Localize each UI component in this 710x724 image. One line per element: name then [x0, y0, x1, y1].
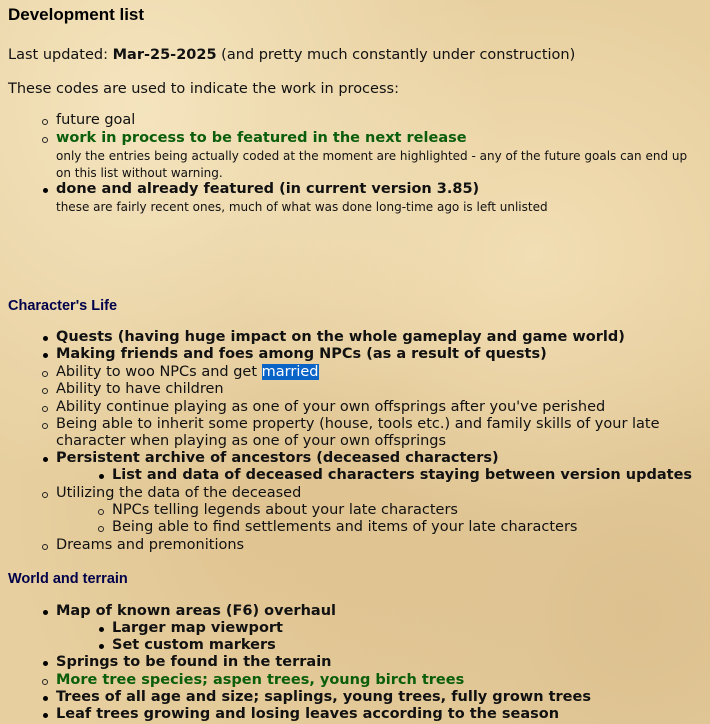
hollow-bullet-icon — [42, 388, 48, 394]
updated-prefix: Last updated: — [8, 47, 113, 63]
item-text: Making friends and foes among NPCs (as a result of quests) — [56, 346, 547, 362]
solid-bullet-icon — [99, 627, 104, 632]
codes-intro: These codes are used to indicate the work in process: — [8, 81, 399, 97]
list-item — [112, 467, 692, 483]
item-text: Set custom markers — [112, 637, 276, 653]
hollow-bullet-icon — [98, 526, 104, 532]
hollow-bullet-icon — [42, 371, 48, 377]
item-text: Dreams and premonitions — [56, 537, 245, 553]
item-text: Springs to be found in the terrain — [56, 654, 332, 670]
solid-bullet-icon — [43, 661, 48, 666]
item-text: More tree species; aspen trees, young birch trees — [56, 672, 465, 688]
list-item — [112, 637, 276, 653]
page-title: Development list — [8, 5, 145, 24]
list-item — [56, 654, 332, 670]
list-item — [56, 689, 591, 705]
item-text: Ability to have children — [56, 381, 224, 397]
code-label: future goal — [56, 112, 136, 128]
solid-bullet-icon — [43, 188, 48, 193]
list-item — [56, 485, 301, 501]
code-work-in-process — [56, 130, 467, 146]
item-text: Utilizing the data of the deceased — [56, 485, 302, 501]
code-label: work in process to be featured in the next release — [56, 130, 467, 146]
hollow-bullet-icon — [42, 137, 48, 143]
list-item — [56, 672, 464, 688]
item-text: Persistent archive of ancestors (deceased characters) — [56, 450, 499, 466]
item-text: List and data of deceased characters staying between version updates — [112, 467, 693, 483]
item-text: Larger map viewport — [112, 620, 283, 636]
item-text: Leaf trees growing and losing leaves according to the season — [56, 706, 560, 722]
hollow-bullet-icon — [42, 119, 48, 125]
updated-date: Mar-25-2025 — [112, 47, 217, 63]
solid-bullet-icon — [43, 457, 48, 462]
solid-bullet-icon — [43, 713, 48, 718]
hollow-bullet-icon — [42, 492, 48, 498]
solid-bullet-icon — [99, 644, 104, 649]
list-item — [112, 502, 458, 518]
hollow-bullet-icon — [42, 406, 48, 412]
item-text: Being able to find settlements and items of your late characters — [112, 519, 578, 535]
list-item — [56, 450, 499, 466]
list-item — [56, 381, 224, 397]
code-note: these are fairly recent ones, much of what was done long-time ago is left unlisted — [56, 200, 548, 214]
solid-bullet-icon — [43, 353, 48, 358]
item-text: Being able to inherit some property (house, tools etc.) and family skills of your late — [56, 416, 660, 432]
solid-bullet-icon — [43, 610, 48, 615]
last-updated-line — [8, 47, 575, 63]
list-item — [56, 706, 559, 722]
list-item — [56, 416, 660, 432]
item-text: Trees of all age and size; saplings, young trees, fully grown trees — [56, 689, 591, 705]
hollow-bullet-icon — [42, 544, 48, 550]
item-text: Ability continue playing as one of your own offsprings after you've perished — [56, 399, 606, 415]
section-heading-world-terrain: World and terrain — [8, 571, 128, 587]
list-item — [56, 399, 605, 415]
list-item — [112, 620, 283, 636]
selected-text-highlight[interactable]: married — [261, 364, 319, 380]
item-text: character when playing as one of your own offsprings — [56, 433, 447, 449]
updated-suffix: (and pretty much constantly under construction) — [216, 47, 576, 63]
item-text: NPCs telling legends about your late characters — [112, 502, 458, 518]
item-text: Map of known areas (F6) overhaul — [56, 603, 336, 619]
solid-bullet-icon — [43, 336, 48, 341]
item-text: Ability to woo NPCs and get — [56, 364, 262, 380]
solid-bullet-icon — [99, 474, 104, 479]
code-label: done and already featured (in current version 3.85) — [56, 181, 480, 197]
list-item — [56, 603, 336, 619]
list-item — [56, 346, 547, 362]
list-item-continuation — [56, 433, 446, 449]
list-item — [56, 364, 319, 380]
list-item — [112, 519, 577, 535]
list-item — [56, 537, 244, 553]
code-note: only the entries being actually coded at the moment are highlighted - any of the future goals can end up on this list without warning. — [56, 149, 688, 180]
solid-bullet-icon — [43, 696, 48, 701]
hollow-bullet-icon — [42, 423, 48, 429]
hollow-bullet-icon — [98, 509, 104, 515]
section-heading-character-life: Character's Life — [8, 298, 118, 314]
code-done — [56, 181, 479, 197]
item-text: Quests (having huge impact on the whole gameplay and game world) — [56, 329, 625, 345]
hollow-bullet-icon — [42, 679, 48, 685]
code-future-goal — [56, 112, 135, 128]
list-item — [56, 329, 625, 345]
